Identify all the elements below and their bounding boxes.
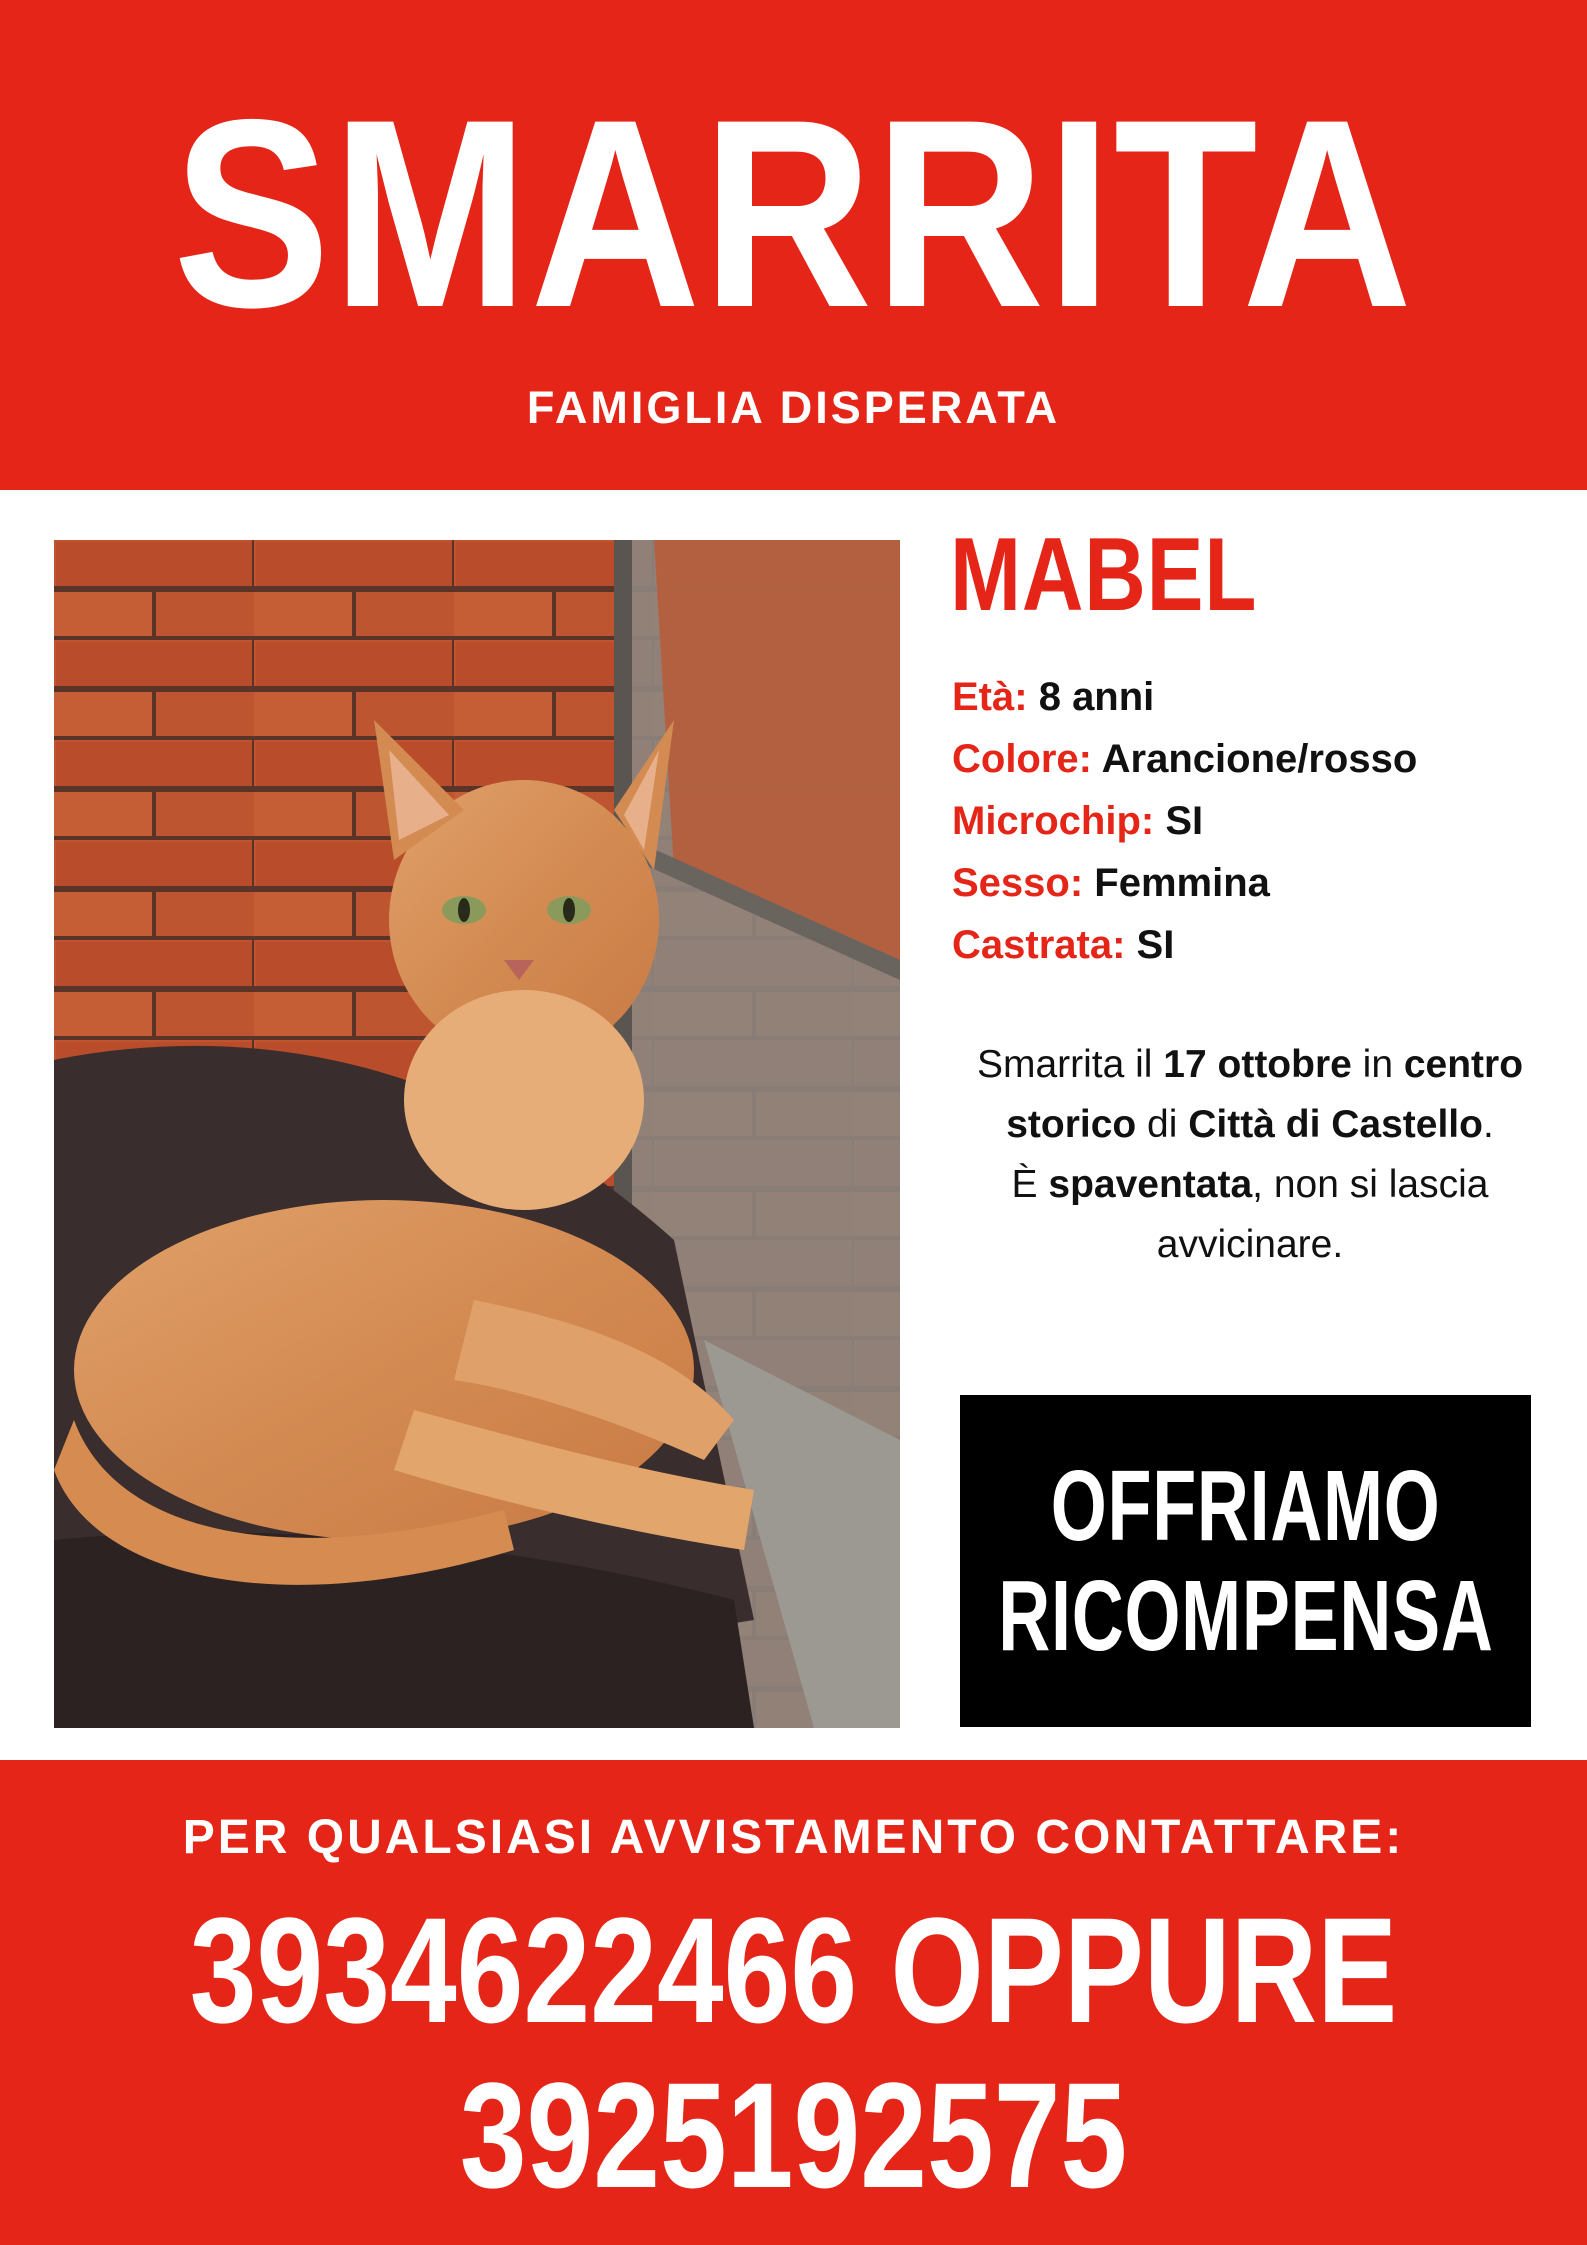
cat-name: MABEL — [950, 517, 1258, 633]
desc-city: Città di Castello — [1188, 1103, 1483, 1146]
page-title: SMARRITA — [172, 63, 1415, 363]
fact-color — [952, 728, 1552, 790]
phone-line-1: 3934622466 OPPURE — [189, 1886, 1398, 2054]
desc-area: centro storico — [1006, 1043, 1524, 1146]
fact-value: Femmina — [1094, 861, 1270, 905]
contact-label: PER QUALSIASI AVVISTAMENTO CONTATTARE: — [182, 1811, 1405, 1864]
fact-value: SI — [1136, 923, 1175, 967]
fact-microchip — [952, 790, 1552, 852]
fact-value: 8 anni — [1038, 675, 1155, 719]
facts-list — [952, 666, 1552, 976]
reward-line-2: RICOMPENSA — [997, 1560, 1494, 1672]
fact-value: Arancione/rosso — [1101, 737, 1418, 781]
fact-age — [952, 666, 1552, 728]
cat-photo — [54, 540, 900, 1728]
desc-text: in — [1351, 1043, 1404, 1086]
reward-box — [960, 1395, 1531, 1727]
desc-text: Smarrita il — [976, 1043, 1164, 1086]
desc-behavior: spaventata — [1048, 1163, 1253, 1206]
fact-label: Microchip: — [952, 799, 1155, 843]
reward-line-1: OFFRIAMO — [1050, 1450, 1441, 1562]
fact-label: Castrata: — [952, 923, 1126, 967]
fact-label: Età: — [952, 675, 1028, 719]
fact-label: Colore: — [952, 737, 1092, 781]
page-subtitle: FAMIGLIA DISPERATA — [526, 382, 1061, 433]
lost-description — [940, 1035, 1560, 1275]
phone-line-2: 3925192575 — [459, 2051, 1128, 2219]
desc-text: È — [1011, 1163, 1049, 1206]
desc-date: 17 ottobre — [1163, 1043, 1352, 1086]
fact-sex — [952, 852, 1552, 914]
desc-text: . — [1482, 1103, 1494, 1146]
fact-neutered — [952, 914, 1552, 976]
desc-text: di — [1136, 1103, 1189, 1146]
fact-label: Sesso: — [952, 861, 1084, 905]
desc-text: , non si lascia avvicinare. — [1156, 1163, 1489, 1266]
fact-value: SI — [1165, 799, 1204, 843]
